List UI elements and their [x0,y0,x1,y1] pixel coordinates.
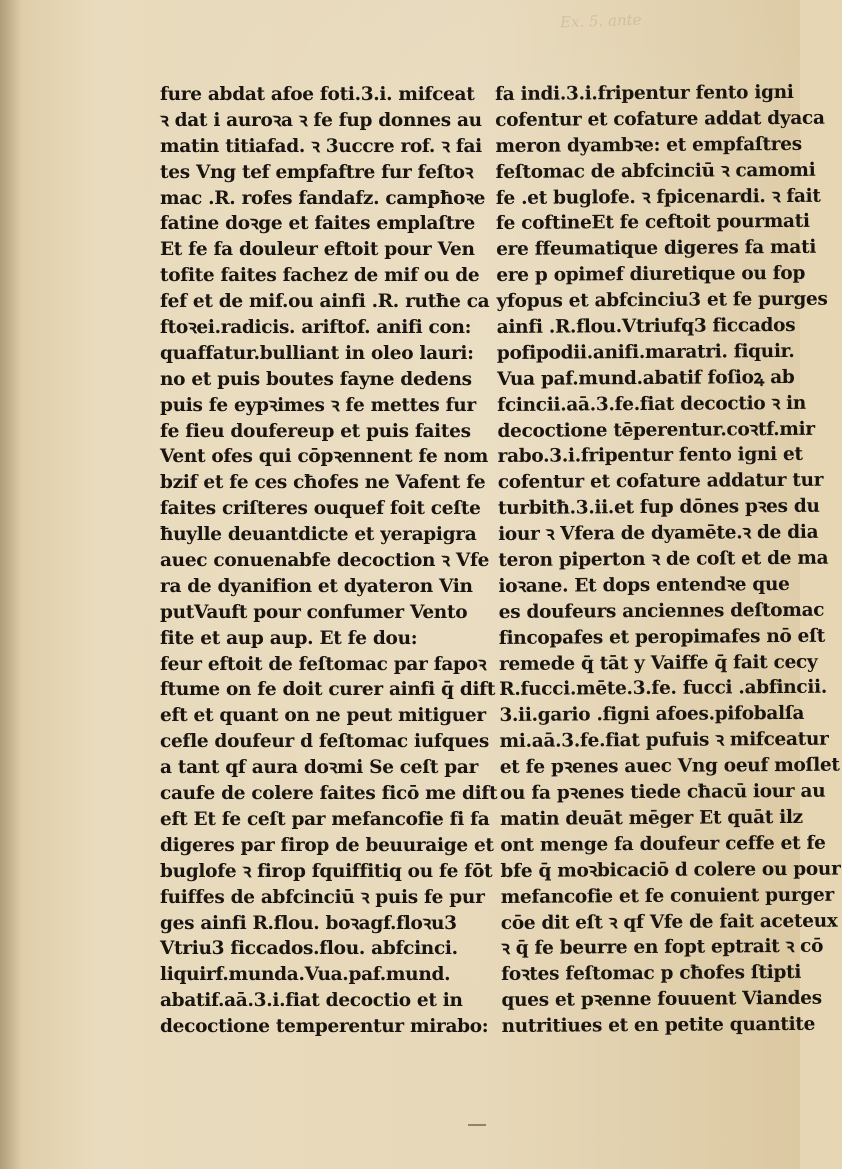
text-line: mac .R. rofes fandafz. campħoꝛe [160,187,486,209]
text-line: bfe q̄ moꝛbicaciō d colere ou pour [500,858,841,882]
text-line: Vent ofes qui cōpꝛennent fe nom [160,446,489,468]
text-line: cofentur et cofature addat dyaca [495,107,825,131]
text-line: pofipodii.anifi.maratri. fiquir. [496,340,795,364]
text-line: nutritiues et en petite quantite [501,1013,816,1038]
text-line: Vtriu3 ficcados.flou. abfcinci. [160,938,458,960]
text-line: ftoꝛei.radicis. ariftof. anifi con: [160,317,472,339]
left-text-column [160,82,498,1040]
text-line: 3.ii.gario .figni afoes.pifobalſa [499,703,805,727]
text-line: fa indi.3.i.fripentur fento igni [495,81,794,105]
text-line: eft et quant on ne peut mitiguer [160,705,486,727]
text-line: yfopus et abfcinciu3 et fe purges [496,288,828,313]
text-line: auec conuenabfe decoction ꝛ Vfe [160,550,490,572]
text-line: fcincii.aā.3.fe.fiat decoctio ꝛ in [497,392,807,416]
text-line: tes Vng tef empfaftre fur feſtoꝛ [160,161,474,183]
text-line: eft Et fe ceſt par mefancofie fi fa [160,808,490,830]
text-line: abatif.aā.3.i.fiat decoctio et in [160,990,463,1012]
text-line: meron dyambꝛe: et empfaſtres [495,133,802,157]
text-line: cefle doufeur d feſtomac iufques [160,731,489,753]
text-line: fef et de mif.ou ainfi .R. rutħe ca [160,291,490,313]
text-line: ges ainfi R.flou. boꝛagf.floꝛu3 [160,912,457,934]
text-line: digeres par firop de beuuraige et [160,834,494,856]
text-line: no et puis boutes fayne dedens [160,368,472,390]
text-line: ou fa pꝛenes tiede cħacū iour au [499,780,826,805]
text-line: putVauft pour confumer Vento [160,601,468,623]
text-line: fatine doꝛge et faites emplaſtre [160,213,475,235]
text-line: ere ffeumatique digeres fa mati [496,237,817,261]
text-line: Et fe fa douleur eftoit pour Ven [160,239,475,261]
text-line: Vua paf.mund.abatif foſioꝝ ab [497,366,795,390]
bottom-mark [468,1124,486,1126]
text-line: mi.aā.3.fe.fiat pufuis ꝛ mifceatur [499,728,829,753]
text-line: cōe dit eſt ꝛ qf Vfe de fait aceteux [500,910,838,934]
text-line: fite et aup aup. Et fe dou: [160,627,418,649]
binding-shadow [0,0,22,1169]
text-line: fincopafes et peropimafes nō eſt [498,625,826,649]
text-line: tofite faites fachez de mif ou de [160,265,480,287]
text-line: fure abdat afoe foti.3.i. mifceat [160,84,475,105]
text-line: iour ꝛ Vfera de dyamēte.ꝛ de dia [498,521,819,546]
text-line: ques et pꝛenne fouuent Viandes [501,987,822,1012]
text-line: foꝛtes feſtomac p cħofes ſtipti [501,962,802,986]
right-text-column [495,80,841,1040]
text-line: fuiffes de abfcinciū ꝛ puis fe pur [160,886,485,908]
text-line: cofentur et cofature addatur tur [497,470,824,494]
faint-show-through-text: Ex. 5. ante [559,10,642,32]
text-line: ont menge fa doufeur ceffe et fe [500,832,826,856]
text-line: feur eftoit de feſtomac par fapoꝛ [160,653,487,675]
text-line: ainfi .R.flou.Vtriufq3 ficcados [496,314,796,339]
text-line: R.fucci.mēte.3.fe. fucci .abfincii. [499,677,828,701]
text-line: es doufeurs anciennes deſtomac [498,599,825,623]
text-line: ꝛ q̄ fe beurre en fopt eptrait ꝛ cō [500,936,824,960]
text-line: ioꝛane. Et dops entendꝛe que [498,573,790,597]
text-line: feſtomac de abfcinciū ꝛ camomi [495,159,816,183]
text-line: matin deuāt mēger Et quāt ilz [500,806,803,830]
text-line: buglofe ꝛ firop fquiffitiq ou fe fōt [160,860,493,882]
text-line: matin titiafad. ꝛ 3uccre rof. ꝛ fai [160,135,482,157]
text-line: ra de dyanifion et dyateron Vin [160,575,473,597]
text-line: puis fe eypꝛimes ꝛ fe mettes fur [160,394,476,416]
text-line: decoctione tēperentur.coꝛtf.mir [497,418,815,442]
text-line: decoctione temperentur mirabo: [160,1016,489,1038]
text-line: mefancofie et fe conuient purger [500,884,834,908]
text-line: et fe pꝛenes auec Vng oeuf moſlet [499,754,840,779]
text-line: remede q̄ tāt y Vaiffe q̄ fait cecy [498,651,818,675]
text-line: ꝛ dat i auroꝛa ꝛ fe fup donnes au [160,109,482,131]
text-line: fe fieu doufereup et puis faites [160,420,471,442]
text-line: ftume on fe doit curer ainfi q̄ dift [160,679,496,701]
text-line: rabo.3.i.fripentur fento igni et [497,444,803,468]
text-line: ħuylle deuantdicte et yerapigra [160,524,477,546]
text-line: bzif et fe ces cħofes ne Vafent fe [160,472,486,494]
text-line: ere p opimef diuretique ou fop [496,263,806,287]
text-line: faites criſteres ouquef foit ceſte [160,498,481,520]
text-line: liquirf.munda.Vua.paf.mund. [160,964,451,986]
text-line: teron piperton ꝛ de coſt et de ma [498,547,829,572]
text-line: fe .et buglofe. ꝛ fpicenardi. ꝛ fait [495,185,821,209]
text-line: caufe de colere faites ficō me dift [160,783,498,805]
text-line: quaffatur.bulliant in oleo lauri: [160,342,474,364]
text-line: turbitħ.3.ii.et fup dōnes pꝛes du [497,495,820,520]
text-line: a tant qf aura doꝛmi Se ceſt par [160,757,479,779]
text-line: fe coftineEt fe ceftoit pourmati [495,211,810,235]
